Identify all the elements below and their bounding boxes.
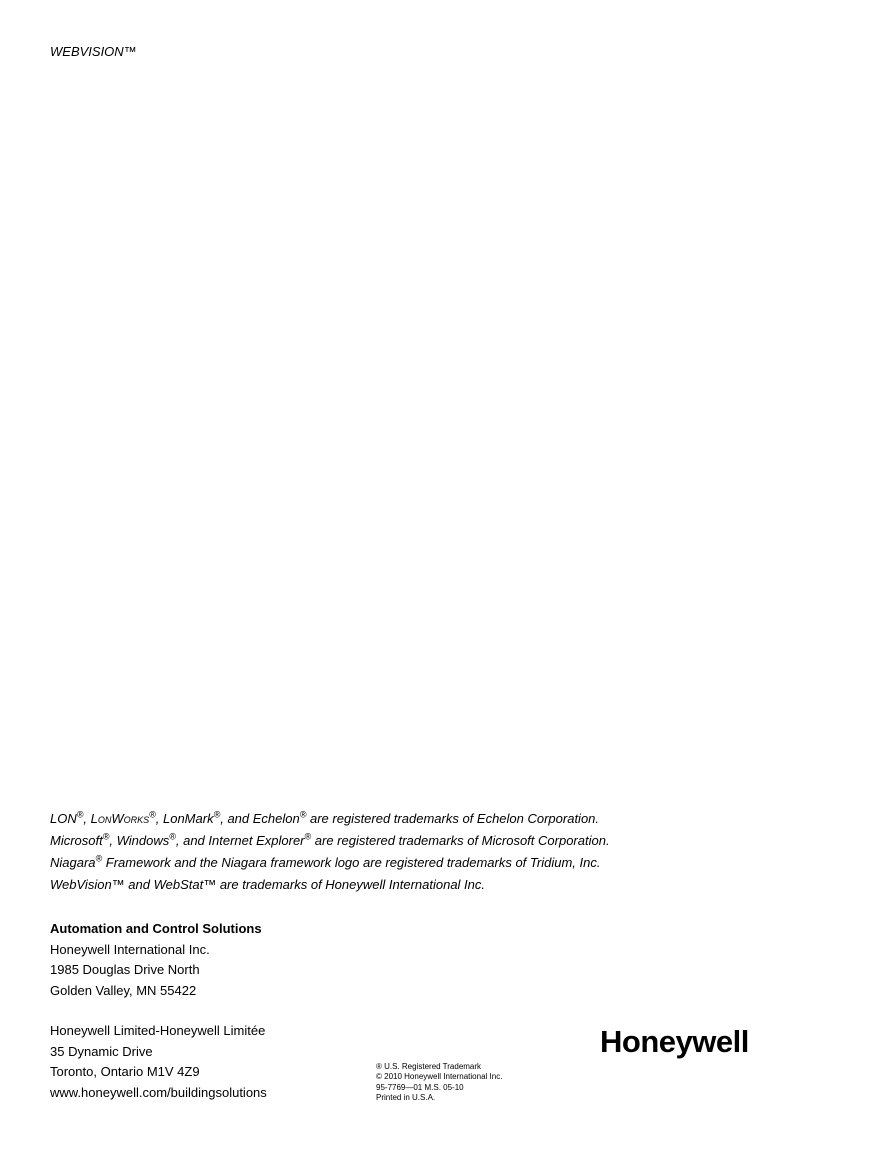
registered-note: ® U.S. Registered Trademark: [376, 1062, 482, 1071]
trademark-notice: [50, 808, 610, 896]
tm-text: , and Internet Explorer: [175, 833, 305, 848]
street-address: 35 Dynamic Drive: [50, 1043, 153, 1059]
document-header: WEBVISION™: [50, 44, 137, 59]
tm-text: ,: [83, 811, 91, 826]
reg-mark: ®: [213, 809, 221, 820]
website-link[interactable]: www.honeywell.com/buildingsolutions: [50, 1084, 267, 1100]
document-number: 95-7769—01 M.S. 05-10: [376, 1082, 464, 1092]
tm-text: Niagara: [50, 855, 96, 870]
reg-mark: ®: [304, 831, 312, 842]
tm-text: , and Echelon: [220, 811, 300, 826]
street-address: 1985 Douglas Drive North: [50, 962, 200, 978]
trademark-line-echelon: [50, 808, 610, 830]
trademark-line-microsoft: [50, 830, 610, 852]
tm-text: are registered trademarks of Microsoft Corporation.: [311, 833, 610, 848]
reg-mark: ®: [102, 831, 110, 842]
honeywell-logo: Honeywell: [600, 1024, 749, 1059]
printed-note: Printed in U.S.A.: [376, 1092, 436, 1102]
trademark-line-niagara: [50, 852, 610, 874]
copyright-note: © 2010 Honeywell International Inc.: [376, 1072, 503, 1082]
reg-mark: ®: [169, 831, 176, 842]
tm-text: Microsoft: [50, 833, 103, 848]
tm-text: , Windows: [109, 833, 170, 848]
company-name: Honeywell Limited-Honeywell Limitée: [50, 1023, 266, 1038]
tm-text: are registered trademarks of Echelon Corporation.: [306, 811, 600, 826]
reg-mark: ®: [299, 809, 307, 820]
address-canada: [50, 1021, 267, 1103]
tm-text: Framework and the Niagara framework logo are registered trademarks of Tridium, Inc.: [102, 855, 601, 870]
trademark-line-honeywell: WebVision™ and WebStat™ are trademarks of Honeywell International Inc.: [50, 877, 485, 892]
reg-mark: ®: [149, 809, 156, 820]
city-address: Toronto, Ontario M1V 4Z9: [50, 1064, 200, 1080]
fine-print: [376, 1062, 502, 1103]
reg-mark: ®: [76, 809, 84, 820]
reg-mark: ®: [95, 853, 103, 864]
city-address: Golden Valley, MN 55422: [50, 982, 197, 998]
company-name: Honeywell International Inc.: [50, 941, 210, 957]
tm-text: LON: [50, 811, 77, 826]
tm-text: LonWorks: [90, 811, 150, 826]
tm-text: , LonMark: [155, 811, 214, 826]
division-name: Automation and Control Solutions: [50, 921, 262, 936]
address-us: [50, 919, 262, 1001]
